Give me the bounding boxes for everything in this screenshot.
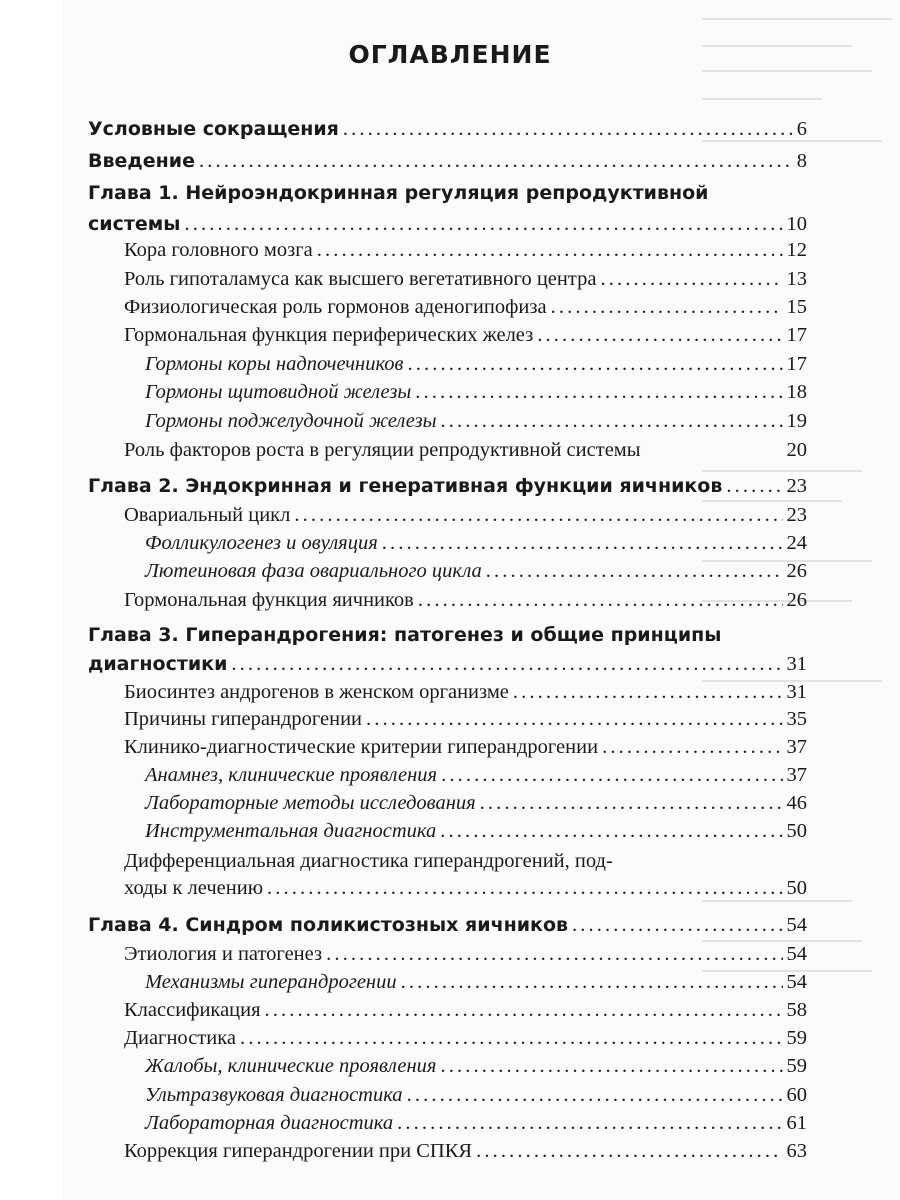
toc-entry-title: Глава 4. Синдром поликистозных яичников (88, 914, 569, 936)
toc-entry[interactable] (124, 734, 807, 761)
toc-page-number: 54 (786, 971, 807, 993)
toc-leader-dots (602, 734, 782, 761)
toc-leader-dots (513, 679, 783, 706)
toc-leader-dots (441, 408, 783, 435)
toc-leader-dots (441, 762, 782, 789)
toc-entry[interactable] (124, 502, 807, 529)
toc-entry-title: Глава 3. Гиперандрогения: патогенез и общие принципы (88, 624, 722, 646)
toc-entry[interactable] (88, 116, 807, 143)
toc-entry[interactable] (124, 1138, 807, 1165)
toc-entry-title: Роль гипоталамуса как высшего вегетативного центра (124, 268, 597, 290)
toc-leader-dots (726, 473, 782, 500)
toc-entry[interactable] (145, 1110, 807, 1137)
toc-page-number: 26 (786, 560, 807, 582)
toc-entry[interactable] (124, 848, 807, 875)
page-title: ОГЛАВЛЕНИЕ (348, 40, 552, 69)
toc-entry[interactable] (124, 1025, 807, 1052)
toc-entry-title: Коррекция гиперандрогении при СПКЯ (124, 1140, 473, 1162)
toc-entry[interactable] (124, 437, 807, 464)
toc-entry-title: Гормоны поджелудочной железы (145, 410, 437, 432)
toc-page-number: 50 (786, 877, 807, 899)
toc-entry[interactable] (145, 1053, 807, 1080)
toc-entry[interactable] (124, 266, 807, 293)
toc-leader-dots (440, 1053, 782, 1080)
toc-page-number: 13 (786, 268, 807, 290)
toc-page-number: 8 (796, 150, 807, 172)
toc-entry[interactable] (124, 997, 807, 1024)
toc-leader-dots (440, 818, 782, 845)
toc-entry[interactable] (145, 379, 807, 406)
toc-entry[interactable] (88, 211, 807, 238)
toc-leader-dots (265, 997, 783, 1024)
toc-entry[interactable] (124, 706, 807, 733)
toc-entry-title: Механизмы гиперандрогении (145, 971, 397, 993)
toc-page-number: 35 (786, 708, 807, 730)
toc-entry-title: Физиологическая роль гормонов аденогипофиза (124, 296, 547, 318)
toc-leader-dots (407, 351, 782, 378)
toc-page-number: 37 (786, 736, 807, 758)
toc-entry[interactable] (124, 679, 807, 706)
toc-entry-title: Глава 2. Эндокринная и генеративная функции яичников (88, 475, 723, 497)
toc-page-number: 26 (786, 589, 807, 611)
toc-leader-dots (231, 651, 782, 678)
toc-entry-title: Глава 1. Нейроэндокринная регуляция репродуктивной (88, 182, 709, 204)
toc-entry-title: Гормоны щитовидной железы (145, 381, 412, 403)
toc-entry-title: Классификация (124, 999, 261, 1021)
toc-entry-title: Овариальный цикл (124, 504, 291, 526)
toc-entry-title: Роль факторов роста в регуляции репродуктивной системы (124, 439, 641, 461)
toc-entry-title: Ультразвуковая диагностика (145, 1084, 403, 1106)
toc-entry-title: Причины гиперандрогении (124, 708, 363, 730)
toc-entry-title: Гормональная функция яичников (124, 589, 414, 611)
toc-leader-dots (199, 148, 793, 175)
toc-page-number: 63 (786, 1140, 807, 1162)
toc-page-number: 23 (786, 475, 807, 497)
toc-entry-title: Гормоны коры надпочечников (145, 353, 404, 375)
toc-leader-dots (600, 266, 782, 293)
toc-entry[interactable] (88, 180, 807, 207)
toc-entry-title: Лютеиновая фаза овариального цикла (145, 560, 482, 582)
toc-entry-title: Лабораторные методы исследования (145, 792, 476, 814)
toc-entry[interactable] (145, 969, 807, 996)
toc-entry[interactable] (145, 408, 807, 435)
toc-leader-dots (366, 706, 782, 733)
toc-page-number: 54 (786, 914, 807, 936)
toc-page-number: 12 (786, 239, 807, 261)
toc-entry[interactable] (145, 1082, 807, 1109)
toc-page-number: 54 (786, 943, 807, 965)
toc-entry[interactable] (145, 762, 807, 789)
toc-page-number: 59 (786, 1027, 807, 1049)
toc-entry-title: Анамнез, клинические проявления (145, 764, 438, 786)
toc-leader-dots (572, 912, 782, 939)
toc-page-number: 60 (786, 1084, 807, 1106)
toc-entry[interactable] (145, 818, 807, 845)
toc-entry[interactable] (88, 473, 807, 500)
toc-leader-dots (267, 875, 782, 902)
toc-leader-dots (486, 558, 783, 585)
toc-page-number: 24 (786, 532, 807, 554)
toc-leader-dots (317, 237, 783, 264)
toc-entry-title: Этиология и патогенез (124, 943, 323, 965)
toc-leader-dots (326, 941, 782, 968)
toc-entry[interactable] (88, 148, 807, 175)
toc-page-number: 20 (786, 439, 807, 461)
toc-entry[interactable] (124, 237, 807, 264)
toc-page-number: 10 (786, 213, 807, 235)
toc-page-number: 61 (786, 1112, 807, 1134)
toc-leader-dots (537, 322, 782, 349)
toc-page-number: 46 (786, 792, 807, 814)
toc-leader-dots (407, 1082, 783, 1109)
toc-entry[interactable] (124, 294, 807, 321)
toc-entry-title: Условные сокращения (88, 118, 339, 140)
toc-page-number: 31 (786, 653, 807, 675)
toc-entry-title: Дифференциальная диагностика гиперандрогений, под- (124, 850, 613, 872)
toc-page-number: 6 (796, 118, 807, 140)
toc-entry-title: ходы к лечению (124, 877, 264, 899)
toc-page-number: 37 (786, 764, 807, 786)
toc-entry[interactable] (145, 558, 807, 585)
toc-leader-dots (415, 379, 782, 406)
toc-page-number: 17 (786, 324, 807, 346)
toc-page-number: 15 (786, 296, 807, 318)
toc-entry-title: Кора головного мозга (124, 239, 313, 261)
toc-entry-title: Диагностика (124, 1027, 236, 1049)
toc-entry[interactable] (88, 912, 807, 939)
toc-page-number: 58 (786, 999, 807, 1021)
toc-entry[interactable] (145, 530, 807, 557)
toc-page-number: 59 (786, 1055, 807, 1077)
toc-entry-title: Гормональная функция периферических желез (124, 324, 534, 346)
toc-entry[interactable] (124, 322, 807, 349)
toc-entry[interactable] (124, 875, 807, 902)
toc-entry-title: Инструментальная диагностика (145, 820, 437, 842)
toc-leader-dots (480, 790, 783, 817)
toc-leader-dots (476, 1138, 782, 1165)
toc-entry-title: Биосинтез андрогенов в женском организме (124, 681, 509, 703)
toc-entry[interactable] (88, 651, 807, 678)
toc-leader-dots (240, 1025, 783, 1052)
toc-page-number: 23 (786, 504, 807, 526)
toc-entry-title: Введение (88, 150, 195, 172)
toc-leader-dots (382, 530, 783, 557)
toc-leader-dots (418, 587, 783, 614)
toc-leader-dots (294, 502, 782, 529)
toc-entry-title: Жалобы, клинические проявления (145, 1055, 437, 1077)
toc-entry-title: Лабораторная диагностика (145, 1112, 394, 1134)
toc-page-number: 31 (786, 681, 807, 703)
toc-leader-dots (551, 294, 783, 321)
toc-entry[interactable] (124, 587, 807, 614)
toc-leader-dots (397, 1110, 782, 1137)
toc-entry-title: системы (88, 213, 181, 235)
toc-page-number: 18 (786, 381, 807, 403)
toc-entry[interactable] (145, 351, 807, 378)
toc-entry[interactable] (88, 622, 807, 649)
toc-entry[interactable] (124, 941, 807, 968)
toc-leader-dots (184, 211, 782, 238)
toc-leader-dots (343, 116, 793, 143)
toc-entry-title: диагностики (88, 653, 228, 675)
toc-entry[interactable] (145, 790, 807, 817)
toc-page-number: 19 (786, 410, 807, 432)
toc-page-number: 50 (786, 820, 807, 842)
toc-entry-title: Фолликулогенез и овуляция (145, 532, 378, 554)
toc-entry-title: Клинико-диагностические критерии гиперандрогении (124, 736, 599, 758)
toc-leader-dots (401, 969, 783, 996)
toc-page-number: 17 (786, 353, 807, 375)
